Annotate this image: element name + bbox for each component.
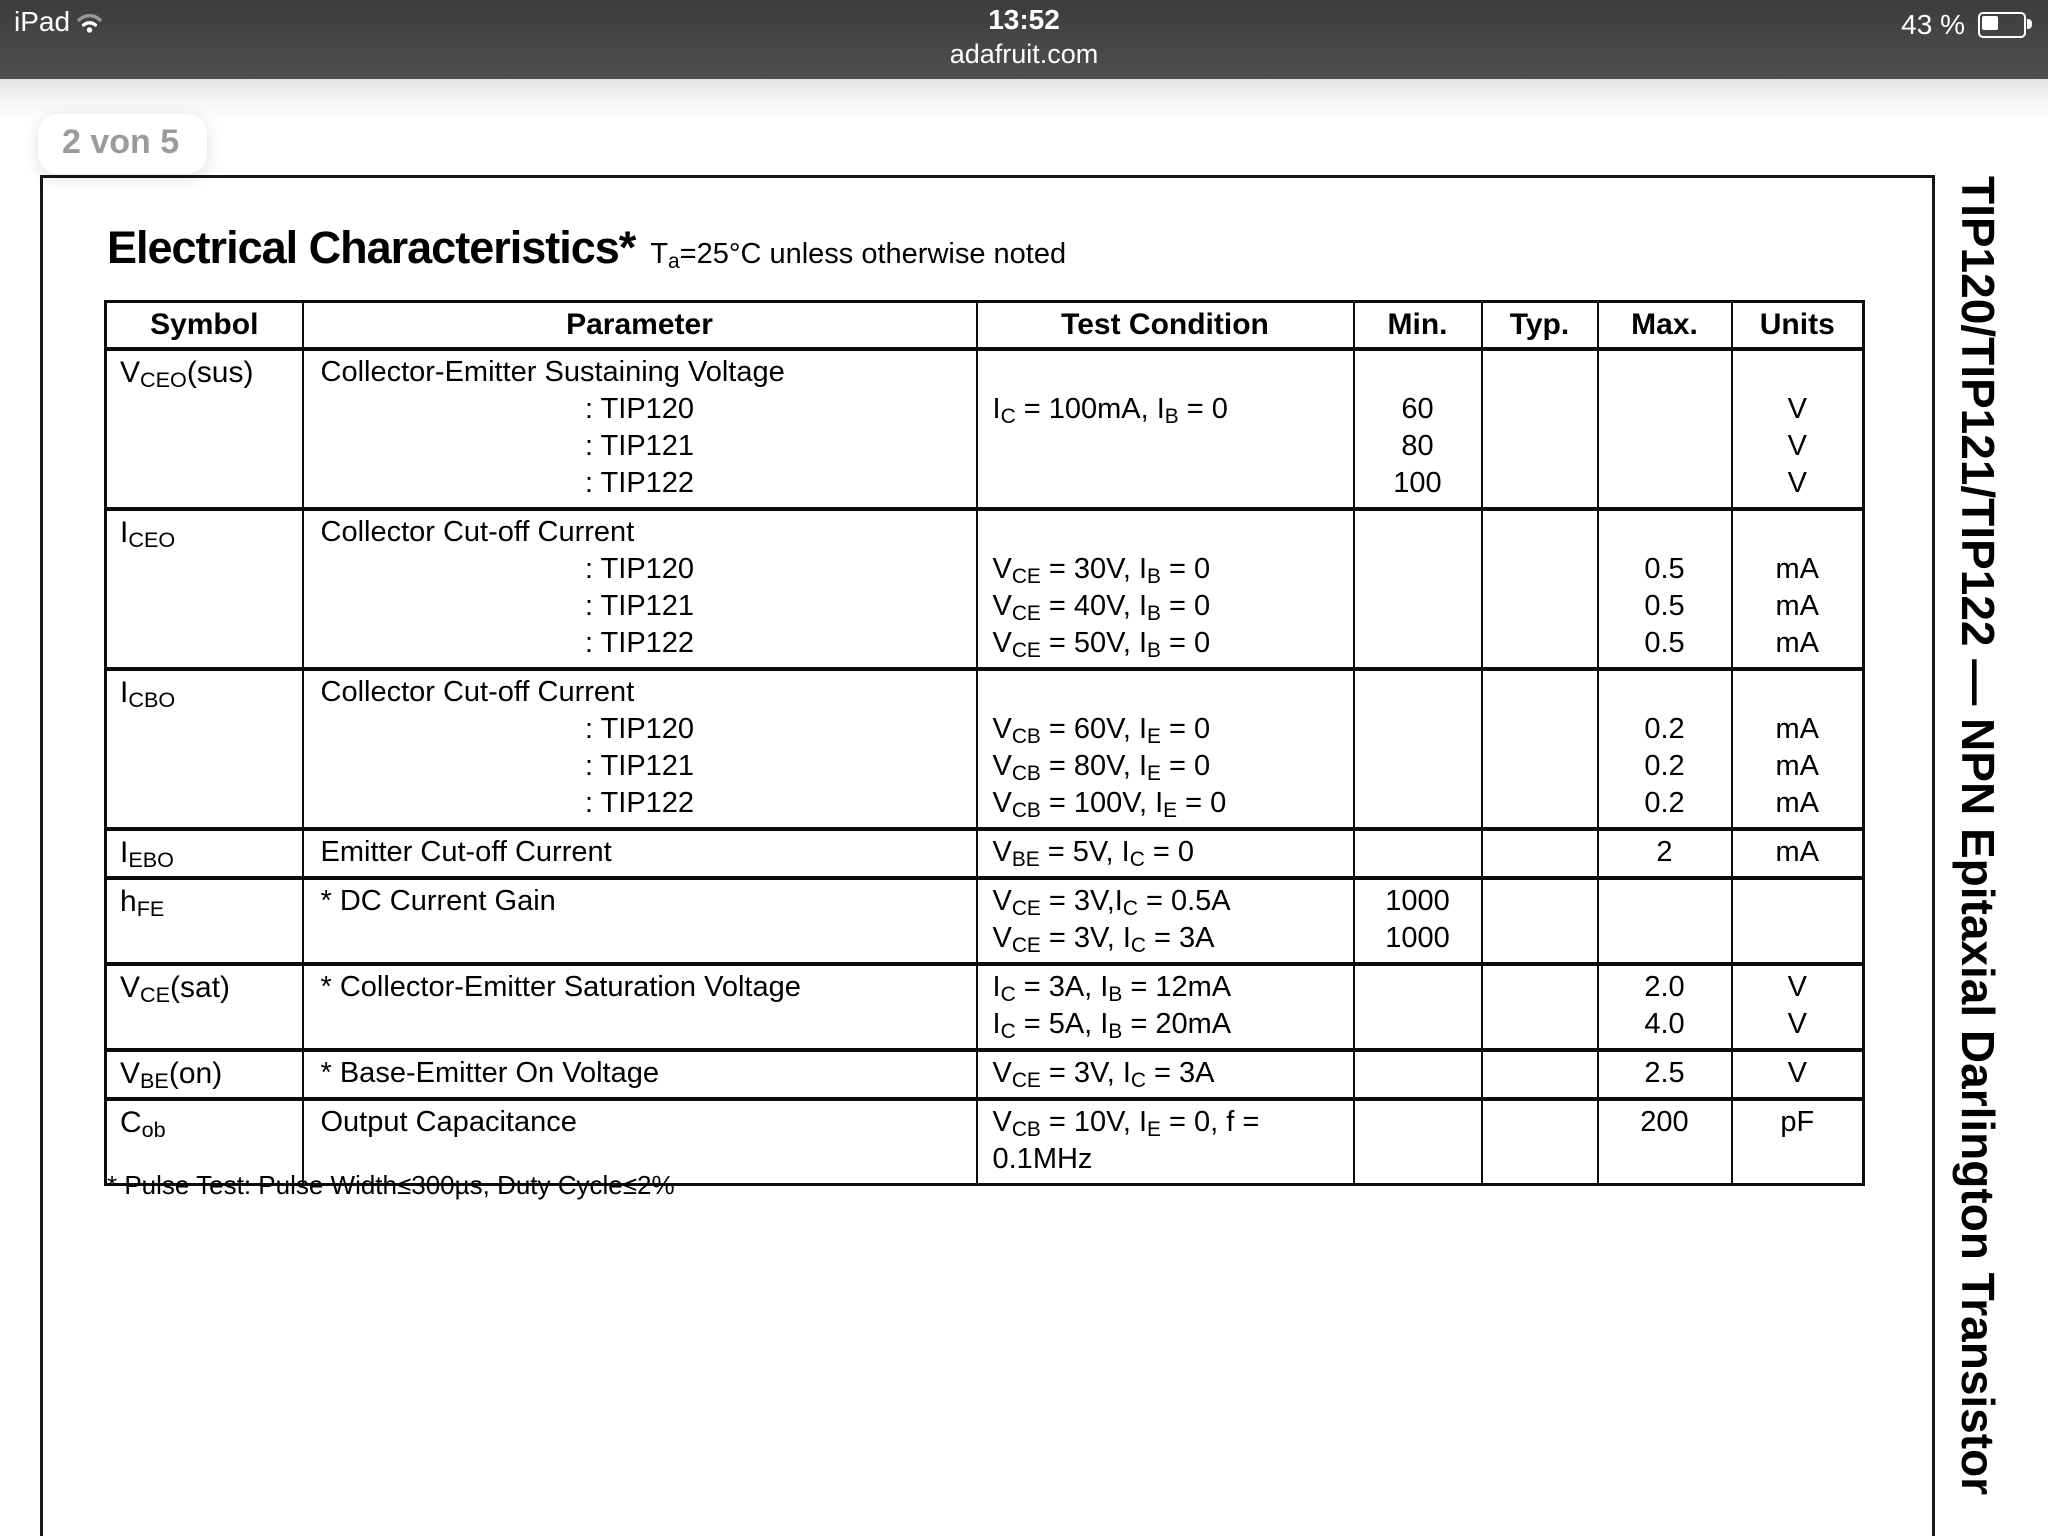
cell-units: mA mA mA xyxy=(1732,669,1864,829)
table-row xyxy=(106,509,1864,669)
cell-min xyxy=(1354,829,1482,878)
cell-symbol: $I_{EBO}$ xyxy=(106,829,303,878)
cell-typ xyxy=(1482,1050,1598,1099)
cell-max: 2.0 4.0 xyxy=(1598,964,1732,1050)
cell-test: $V_{CB} = 10V$, $I_E = 0$, f = 0.1MHz xyxy=(977,1099,1354,1185)
cell-param: * Base-Emitter On Voltage xyxy=(303,1050,977,1099)
safari-status-bar[interactable] xyxy=(0,0,2048,79)
device-label: iPad xyxy=(14,6,71,37)
column-header: Typ. xyxy=(1482,302,1598,350)
cell-test: $I_C = 100mA$, $I_B = 0$ xyxy=(977,349,1354,509)
battery-fill xyxy=(1982,16,1998,30)
cell-param: Output Capacitance xyxy=(303,1099,977,1185)
cell-units: mA mA mA xyxy=(1732,509,1864,669)
cell-param: Collector Cut-off Current : TIP120 : TIP121 : TIP122 xyxy=(303,669,977,829)
cell-typ xyxy=(1482,964,1598,1050)
column-header: Min. xyxy=(1354,302,1482,350)
column-header: Symbol xyxy=(106,302,303,350)
cell-max xyxy=(1598,349,1732,509)
cell-typ xyxy=(1482,509,1598,669)
cell-typ xyxy=(1482,829,1598,878)
cell-min: 1000 1000 xyxy=(1354,878,1482,964)
cell-min: 60 80 100 xyxy=(1354,349,1482,509)
cell-units: V V xyxy=(1732,964,1864,1050)
cell-typ xyxy=(1482,669,1598,829)
battery-icon xyxy=(1978,12,2026,38)
cell-param: * DC Current Gain xyxy=(303,878,977,964)
cell-units: mA xyxy=(1732,829,1864,878)
column-header: Parameter xyxy=(303,302,977,350)
column-header: Test Condition xyxy=(977,302,1354,350)
table-header-row xyxy=(106,302,1864,350)
page-title: Electrical Characteristics* xyxy=(107,222,636,273)
cell-symbol: $V_{CEO}(sus)$ xyxy=(106,349,303,509)
cell-min xyxy=(1354,1050,1482,1099)
cell-typ xyxy=(1482,1099,1598,1185)
table-row xyxy=(106,669,1864,829)
cell-max: 2.5 xyxy=(1598,1050,1732,1099)
cell-symbol: $V_{BE}(on)$ xyxy=(106,1050,303,1099)
cell-min xyxy=(1354,964,1482,1050)
cell-test: $I_C = 3A$, $I_B = 12mA$ $I_C = 5A$, $I_B = 20mA$ xyxy=(977,964,1354,1050)
battery-percent: 43 % xyxy=(1901,9,1965,40)
cell-symbol: $I_{CBO}$ xyxy=(106,669,303,829)
cell-units: V xyxy=(1732,1050,1864,1099)
cell-units xyxy=(1732,878,1864,964)
cell-typ xyxy=(1482,878,1598,964)
cell-max: 200 xyxy=(1598,1099,1732,1185)
url-label[interactable]: adafruit.com xyxy=(949,39,1099,69)
cell-test: $V_{CE} = 30V$, $I_B = 0$ $V_{CE} = 40V$, $I_B = 0$ $V_{CE} = 50V$, $I_B = 0$ xyxy=(977,509,1354,669)
cell-symbol: $V_{CE}(sat)$ xyxy=(106,964,303,1050)
cell-param: Collector-Emitter Sustaining Voltage : TIP120 : TIP121 : TIP122 xyxy=(303,349,977,509)
cell-test: $V_{BE} = 5V$, $I_C = 0$ xyxy=(977,829,1354,878)
cell-units: pF xyxy=(1732,1099,1864,1185)
cell-test: $V_{CE} = 3V$, $I_C = 3A$ xyxy=(977,1050,1354,1099)
cell-units: V V V xyxy=(1732,349,1864,509)
cell-symbol: $C_{ob}$ xyxy=(106,1099,303,1185)
battery-nub xyxy=(2027,19,2032,29)
cell-max: 0.5 0.5 0.5 xyxy=(1598,509,1732,669)
cell-param: * Collector-Emitter Saturation Voltage xyxy=(303,964,977,1050)
datasheet-side-title: TIP120/TIP121/TIP122 — NPN Epitaxial Darlington Transistor xyxy=(1952,176,2004,1496)
cell-symbol: $I_{CEO}$ xyxy=(106,509,303,669)
cell-min xyxy=(1354,1099,1482,1185)
table-row xyxy=(106,964,1864,1050)
table-row xyxy=(106,1050,1864,1099)
table-footnote: * Pulse Test: Pulse Width≤300µs, Duty Cycle≤2% xyxy=(107,1170,675,1200)
battery-group xyxy=(1901,9,2034,41)
clock: 13:52 xyxy=(988,4,1060,35)
chrome-fade xyxy=(0,79,2048,121)
table-row xyxy=(106,349,1864,509)
cell-test: $V_{CE} = 3V,I_C = 0.5A$ $V_{CE} = 3V$, $I_C = 3A$ xyxy=(977,878,1354,964)
cell-typ xyxy=(1482,349,1598,509)
electrical-characteristics-table xyxy=(104,300,1865,1186)
page-indicator-badge: 2 von 5 xyxy=(38,114,207,174)
table-row xyxy=(106,878,1864,964)
column-header: Units xyxy=(1732,302,1864,350)
column-header: Max. xyxy=(1598,302,1732,350)
cell-min xyxy=(1354,509,1482,669)
cell-symbol: $h_{FE}$ xyxy=(106,878,303,964)
doc-title-block xyxy=(107,222,1066,274)
cell-max: 2 xyxy=(1598,829,1732,878)
page-subtitle: $T_a=25^\circ C$ unless otherwise noted xyxy=(650,238,1067,273)
table-row xyxy=(106,829,1864,878)
cell-min xyxy=(1354,669,1482,829)
cell-param: Collector Cut-off Current : TIP120 : TIP121 : TIP122 xyxy=(303,509,977,669)
cell-param: Emitter Cut-off Current xyxy=(303,829,977,878)
cell-max: 0.2 0.2 0.2 xyxy=(1598,669,1732,829)
cell-max xyxy=(1598,878,1732,964)
cell-test: $V_{CB} = 60V$, $I_E = 0$ $V_{CB} = 80V$, $I_E = 0$ $V_{CB} = 100V$, $I_E = 0$ xyxy=(977,669,1354,829)
